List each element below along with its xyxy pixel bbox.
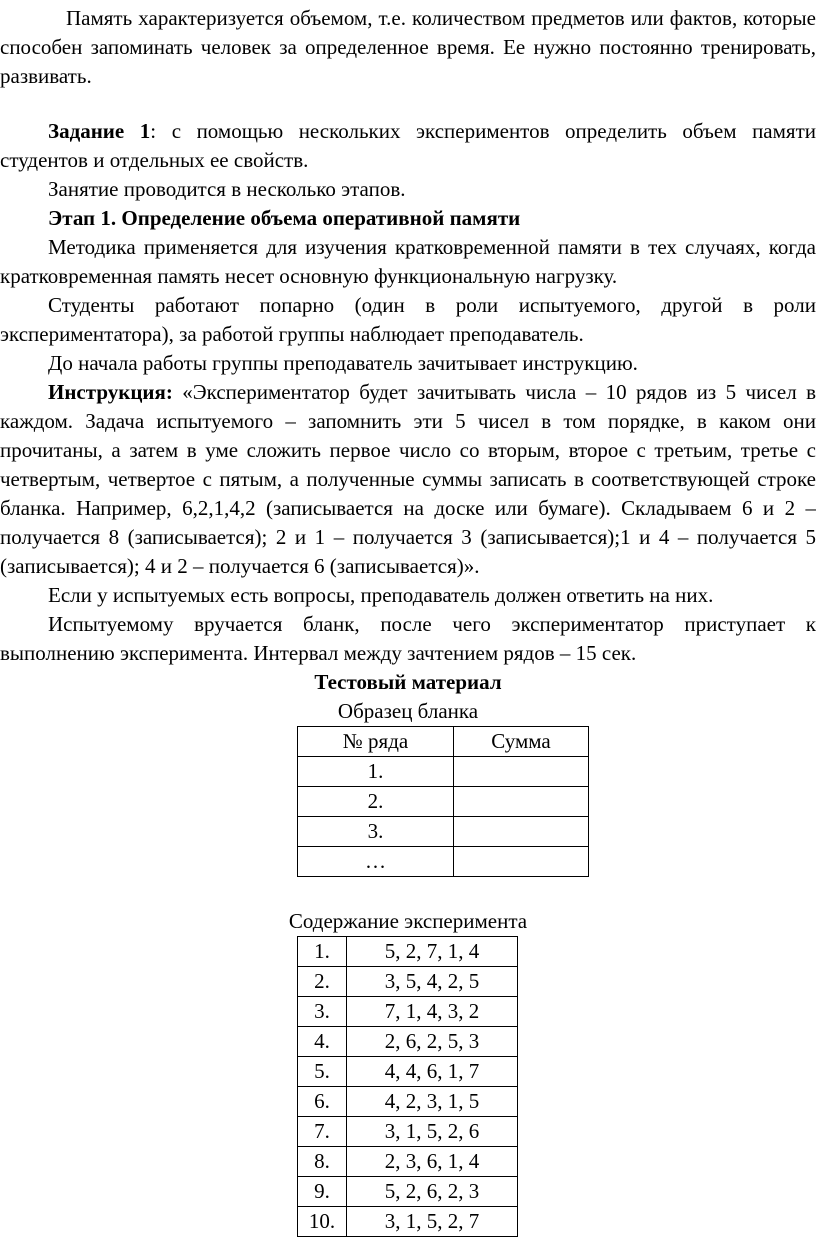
column-header-sum: Сумма <box>454 727 589 757</box>
table-row <box>298 1057 518 1087</box>
stage1-heading-text: Этап 1. Определение объема оперативной памяти <box>48 206 521 230</box>
series-number-cell: 5. <box>298 1057 347 1087</box>
column-header-row-number: № ряда <box>298 727 454 757</box>
series-values-cell: 2, 6, 2, 5, 3 <box>347 1027 518 1057</box>
table-row <box>298 1087 518 1117</box>
paragraph-gap <box>0 91 816 117</box>
task-label: Задание 1 <box>48 119 151 143</box>
pairs-paragraph: Студенты работают попарно (один в роли испытуемого, другой в роли экспериментатора), за работой группы наблюдает преподаватель. <box>0 293 816 346</box>
method-paragraph: Методика применяется для изучения кратковременной памяти в тех случаях, когда кратковременная память несет основную функциональную нагрузку. <box>0 235 816 288</box>
stages-note: Занятие проводится в несколько этапов. <box>48 177 406 201</box>
form-table <box>297 726 589 877</box>
intro-paragraph: Память характеризуется объемом, т.е. количеством предметов или фактов, которые способен запоминать человек за определенное время. Ее нужно постоянно тренировать, развивать. <box>0 6 816 88</box>
sum-cell <box>454 847 589 877</box>
table-row <box>298 817 589 847</box>
questions-paragraph: Если у испытуемых есть вопросы, преподаватель должен ответить на них. <box>48 583 714 607</box>
series-values-cell: 5, 2, 7, 1, 4 <box>347 937 518 967</box>
series-number-cell: 3. <box>298 997 347 1027</box>
handout-paragraph: Испытуемому вручается бланк, после чего экспериментатор приступает к выполнению эксперимента. Интервал между зачтением рядов – 15 сек. <box>0 612 816 665</box>
table-row <box>298 1207 518 1237</box>
series-number-cell: 1. <box>298 937 347 967</box>
row-number-cell: 1. <box>298 757 454 787</box>
table-header-row <box>298 727 589 757</box>
experiment-table <box>297 936 518 1237</box>
test-title-text: Тестовый материал <box>314 670 502 694</box>
row-number-cell: 3. <box>298 817 454 847</box>
experiment-caption: Содержание эксперимента <box>288 909 528 933</box>
before-paragraph: До начала работы группы преподаватель зачитывает инструкцию. <box>48 351 638 375</box>
series-values-cell: 4, 4, 6, 1, 7 <box>347 1057 518 1087</box>
instruction-label: Инструкция: <box>48 380 173 404</box>
stage1-heading <box>0 204 816 233</box>
table-row <box>298 757 589 787</box>
series-values-cell: 5, 2, 6, 2, 3 <box>347 1177 518 1207</box>
series-number-cell: 8. <box>298 1147 347 1177</box>
table-row <box>298 937 518 967</box>
series-number-cell: 9. <box>298 1177 347 1207</box>
series-number-cell: 7. <box>298 1117 347 1147</box>
task-paragraph <box>0 117 816 175</box>
series-values-cell: 4, 2, 3, 1, 5 <box>347 1087 518 1117</box>
table-gap <box>0 877 816 907</box>
series-values-cell: 3, 5, 4, 2, 5 <box>347 967 518 997</box>
series-number-cell: 10. <box>298 1207 347 1237</box>
table-row <box>298 1117 518 1147</box>
table-row <box>298 847 589 877</box>
row-number-cell: 2. <box>298 787 454 817</box>
task-text: : с помощью нескольких экспериментов определить объем памяти студентов и отдельных ее свойств. <box>0 119 816 172</box>
sum-cell <box>454 787 589 817</box>
form-caption: Образец бланка <box>337 699 479 723</box>
table-row <box>298 787 589 817</box>
series-number-cell: 4. <box>298 1027 347 1057</box>
document-page <box>0 4 816 1237</box>
series-values-cell: 2, 3, 6, 1, 4 <box>347 1147 518 1177</box>
table-row <box>298 997 518 1027</box>
series-number-cell: 2. <box>298 967 347 997</box>
table-row <box>298 1027 518 1057</box>
instruction-paragraph <box>0 378 816 581</box>
series-values-cell: 7, 1, 4, 3, 2 <box>347 997 518 1027</box>
series-values-cell: 3, 1, 5, 2, 6 <box>347 1117 518 1147</box>
sum-cell <box>454 817 589 847</box>
table-row <box>298 1147 518 1177</box>
series-number-cell: 6. <box>298 1087 347 1117</box>
test-title <box>0 668 816 697</box>
series-values-cell: 3, 1, 5, 2, 7 <box>347 1207 518 1237</box>
instruction-text: «Экспериментатор будет зачитывать числа – 10 рядов из 5 чисел в каждом. Задача испытуемого – запомнить эти 5 чисел в том порядке, в каком они прочитаны, а затем в уме сложить первое число со вторым, второе с третьим, третье с четвертым, четвертое с пятым, а полученные суммы записать в соответствующей строке бланка. Например, 6,2,1,4,2 (записывается на доске или бумаге). Складываем 6 и 2 – получается 8 (записывается); 2 и 1 – получается 3 (записывается);1 и 4 – получается 5 (записывается); 4 и 2 – получается 6 (записывается)». <box>0 380 816 578</box>
table-row <box>298 1177 518 1207</box>
table-row <box>298 967 518 997</box>
row-number-cell: … <box>298 847 454 877</box>
sum-cell <box>454 757 589 787</box>
